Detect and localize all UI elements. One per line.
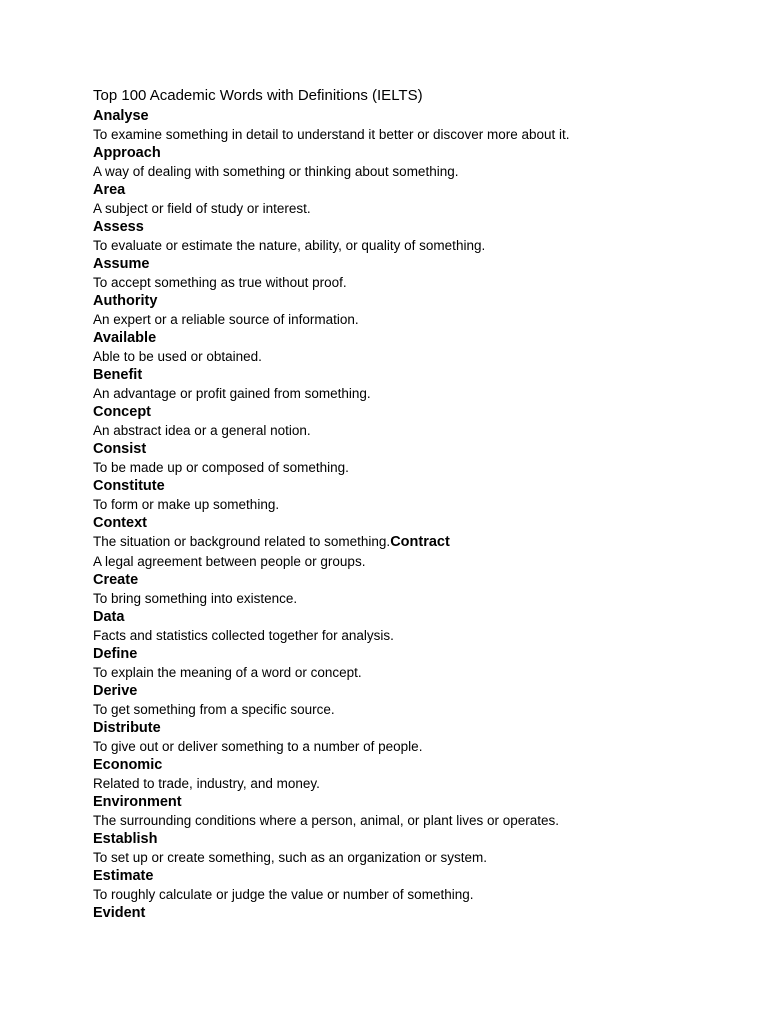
entry-approach xyxy=(93,144,733,181)
entry-contract xyxy=(93,552,733,571)
entry-definition: Facts and statistics collected together for analysis. xyxy=(93,628,394,643)
entry-consist xyxy=(93,440,733,477)
document-page xyxy=(93,87,733,922)
entry-definition: To give out or deliver something to a number of people. xyxy=(93,739,423,754)
entry-definition: An expert or a reliable source of information. xyxy=(93,312,359,327)
entry-definition-with-inline-term xyxy=(93,532,733,552)
entry-definition: To be made up or composed of something. xyxy=(93,460,349,475)
entry-definition: A subject or field of study or interest. xyxy=(93,201,311,216)
entry-area xyxy=(93,181,733,218)
entry-term: Constitute xyxy=(93,478,165,494)
entry-term: Environment xyxy=(93,794,182,810)
entry-create xyxy=(93,571,733,608)
entry-definition: The surrounding conditions where a person, animal, or plant lives or operates. xyxy=(93,813,560,828)
entry-term: Benefit xyxy=(93,367,143,383)
entry-term: Context xyxy=(93,515,147,531)
entry-term: Assume xyxy=(93,256,150,272)
entry-assess xyxy=(93,218,733,255)
entry-definition: To accept something as true without proof. xyxy=(93,275,347,290)
entry-term: Area xyxy=(93,182,126,198)
entry-definition: An abstract idea or a general notion. xyxy=(93,423,311,438)
entry-definition: The situation or background related to something. xyxy=(93,534,391,549)
entry-benefit xyxy=(93,366,733,403)
entry-definition: To evaluate or estimate the nature, ability, or quality of something. xyxy=(93,238,486,253)
entry-term: Estimate xyxy=(93,868,154,884)
entry-evident xyxy=(93,904,733,922)
entry-define xyxy=(93,645,733,682)
entry-definition: To form or make up something. xyxy=(93,497,280,512)
document-title: Top 100 Academic Words with Definitions (IELTS) xyxy=(93,87,423,104)
entry-term: Concept xyxy=(93,404,151,420)
entry-term: Available xyxy=(93,330,157,346)
entry-data xyxy=(93,608,733,645)
entry-definition: A way of dealing with something or thinking about something. xyxy=(93,164,459,179)
entry-available xyxy=(93,329,733,366)
entry-term: Approach xyxy=(93,145,161,161)
entry-definition: To explain the meaning of a word or concept. xyxy=(93,665,362,680)
entry-term: Consist xyxy=(93,441,147,457)
entry-definition: To get something from a specific source. xyxy=(93,702,335,717)
entry-context xyxy=(93,514,733,552)
entry-economic xyxy=(93,756,733,793)
entry-term: Analyse xyxy=(93,108,149,124)
entry-definition: A legal agreement between people or groups. xyxy=(93,554,366,569)
entry-term: Derive xyxy=(93,683,138,699)
entry-definition: To examine something in detail to understand it better or discover more about it. xyxy=(93,127,570,142)
entry-term: Authority xyxy=(93,293,158,309)
entry-term: Assess xyxy=(93,219,144,235)
entry-analyse xyxy=(93,107,733,144)
entry-constitute xyxy=(93,477,733,514)
entry-term: Data xyxy=(93,609,125,625)
entry-definition: To bring something into existence. xyxy=(93,591,298,606)
entry-establish xyxy=(93,830,733,867)
entry-estimate xyxy=(93,867,733,904)
entry-term: Distribute xyxy=(93,720,161,736)
entry-definition: To roughly calculate or judge the value or number of something. xyxy=(93,887,474,902)
entry-definition: Able to be used or obtained. xyxy=(93,349,262,364)
entry-definition: Related to trade, industry, and money. xyxy=(93,776,320,791)
entry-assume xyxy=(93,255,733,292)
entry-definition: An advantage or profit gained from something. xyxy=(93,386,371,401)
entry-definition: To set up or create something, such as an organization or system. xyxy=(93,850,487,865)
entry-authority xyxy=(93,292,733,329)
entry-term: Contract xyxy=(390,534,450,550)
entry-term: Establish xyxy=(93,831,158,847)
entry-environment xyxy=(93,793,733,830)
entry-distribute xyxy=(93,719,733,756)
entry-term: Economic xyxy=(93,757,163,773)
entry-derive xyxy=(93,682,733,719)
entry-term: Create xyxy=(93,572,139,588)
entry-concept xyxy=(93,403,733,440)
entry-term: Evident xyxy=(93,905,146,921)
entry-term: Define xyxy=(93,646,138,662)
